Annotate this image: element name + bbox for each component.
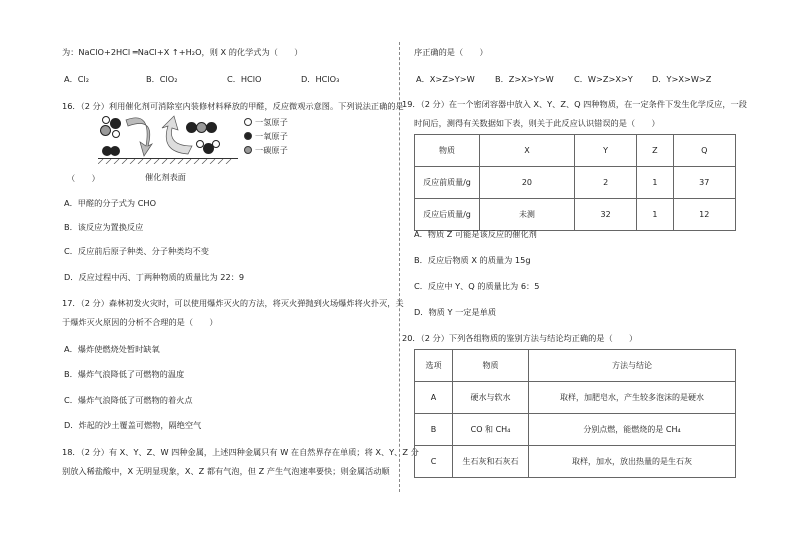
table-cell: 分别点燃，能燃烧的是 CH₄: [529, 414, 736, 446]
table-row: [415, 382, 736, 414]
table-header-cell: Q: [673, 135, 735, 167]
q18-option-d: D．Y>X>W>Z: [652, 74, 712, 84]
catalyst-hatch: [98, 159, 238, 164]
q19-data-table: [414, 134, 736, 231]
table-row: [415, 414, 736, 446]
table-header-cell: 物质: [415, 135, 480, 167]
table-cell: 生石灰和石灰石: [453, 446, 529, 478]
legend-hydrogen: 一氢原子: [255, 117, 288, 127]
hydrogen-atom-icon: [112, 130, 120, 138]
q19-option-d: D．物质 Y 一定是单质: [414, 307, 497, 317]
q20-stem: 20．（2 分）下列各组物质的鉴别方法与结论均正确的是（ ）: [402, 333, 638, 343]
q19-option-c: C．反应中 Y、Q 的质量比为 6：5: [414, 281, 540, 291]
table-cell: 未测: [480, 199, 575, 231]
q15-option-c: C．HClO: [227, 74, 262, 84]
oxygen-atom-icon: [110, 118, 121, 129]
q16-stem: 16．（2 分）利用催化剂可消除室内装修材料释放的甲醛，反应微观示意图。下列说法正确的是: [62, 101, 404, 111]
q18-stem-line1: 18．（2 分）有 X、Y、Z、W 四种金属，上述四种金属只有 W 在自然界存在单质；将 X、Y、Z 分: [62, 447, 419, 457]
table-row: [415, 199, 736, 231]
table-cell: C: [415, 446, 453, 478]
q18-option-c: C．W>Z>X>Y: [574, 74, 633, 84]
q16-option-c: C．反应前后原子种类、分子种类均不变: [64, 246, 209, 256]
q19-stem-line1: 19．（2 分）在一个密闭容器中放入 X、Y、Z、Q 四种物质，在一定条件下发生化学反应，一段: [402, 99, 747, 109]
q15-option-d: D．HClO₃: [301, 74, 340, 84]
table-cell: 1: [637, 167, 673, 199]
table-cell: 20: [480, 167, 575, 199]
q18-stem-line2: 别放入稀盐酸中，X 无明显现象，X、Z 都有气泡，但 Z 产生气泡速率要快；则金属活动顺: [62, 466, 390, 476]
table-header-cell: 物质: [453, 350, 529, 382]
reaction-diagram: [98, 112, 238, 172]
q17-option-a: A．爆炸使燃烧处暂时缺氧: [64, 344, 160, 354]
q16-option-a: A．甲醛的分子式为 CHO: [64, 198, 157, 208]
q18-option-a: A．X>Z>Y>W: [416, 74, 475, 84]
carbon-atom-icon: [100, 125, 111, 136]
table-header-cell: 选项: [415, 350, 453, 382]
q17-option-d: D．炸起的沙土覆盖可燃物，隔绝空气: [64, 420, 202, 430]
table-cell: 反应前质量/g: [415, 167, 480, 199]
table-header-cell: X: [480, 135, 575, 167]
table-row: [415, 167, 736, 199]
q16-option-b: B．该反应为置换反应: [64, 222, 144, 232]
legend-carbon: 一碳原子: [255, 145, 288, 155]
oxygen-atom-icon: [206, 122, 217, 133]
q19-stem-line2: 时间后，测得有关数据如下表，则关于此反应认识错误的是（ ）: [414, 118, 660, 128]
table-cell: 取样，加肥皂水，产生较多泡沫的是硬水: [529, 382, 736, 414]
table-cell: CO 和 CH₄: [453, 414, 529, 446]
carbon-legend-icon: [244, 146, 252, 154]
table-cell: 硬水与软水: [453, 382, 529, 414]
q15-stem: 为：NaClO+2HCl ═NaCl+X ↑+H₂O，则 X 的化学式为（ ）: [62, 47, 303, 57]
table-row: [415, 446, 736, 478]
table-header-row: [415, 350, 736, 382]
table-cell: 2: [574, 167, 636, 199]
table-header-cell: Z: [637, 135, 673, 167]
hydrogen-atom-icon: [102, 116, 110, 124]
q18-stem-cont: 序正确的是（ ）: [414, 47, 488, 57]
table-cell: 1: [637, 199, 673, 231]
oxygen-atom-icon: [110, 146, 120, 156]
table-header-cell: 方法与结论: [529, 350, 736, 382]
catalyst-caption: 催化剂表面: [145, 172, 186, 182]
hydrogen-atom-icon: [212, 140, 220, 148]
q19-option-a: A．物质 Z 可能是该反应的催化剂: [414, 229, 537, 239]
q15-option-b: B．ClO₂: [146, 74, 178, 84]
q17-option-b: B．爆炸气浪降低了可燃物的温度: [64, 369, 185, 379]
legend-oxygen: 一氧原子: [255, 131, 288, 141]
table-cell: 反应后质量/g: [415, 199, 480, 231]
q16-paren: （ ）: [67, 173, 100, 183]
table-cell: B: [415, 414, 453, 446]
table-cell: 12: [673, 199, 735, 231]
table-header-cell: Y: [574, 135, 636, 167]
q20-data-table: [414, 349, 736, 478]
q17-stem-line1: 17．（2 分）森林初发火灾时，可以使用爆炸灭火的方法，将灭火弹抛到火场爆炸将火扑灭，关: [62, 298, 404, 308]
q17-option-c: C．爆炸气浪降低了可燃物的着火点: [64, 395, 193, 405]
q18-option-b: B．Z>X>Y>W: [495, 74, 554, 84]
q19-option-b: B．反应后物质 X 的质量为 15g: [414, 255, 531, 265]
q15-option-a: A．Cl₂: [64, 74, 90, 84]
q16-option-d: D．反应过程中丙、丁两种物质的质量比为 22：9: [64, 272, 245, 282]
table-cell: A: [415, 382, 453, 414]
oxygen-legend-icon: [244, 132, 252, 140]
table-header-row: [415, 135, 736, 167]
reaction-arrows-icon: [122, 112, 232, 162]
hydrogen-legend-icon: [244, 118, 252, 126]
table-cell: 取样，加水，放出热量的是生石灰: [529, 446, 736, 478]
table-cell: 32: [574, 199, 636, 231]
table-cell: 37: [673, 167, 735, 199]
q17-stem-line2: 于爆炸灭火原因的分析不合理的是（ ）: [62, 317, 218, 327]
